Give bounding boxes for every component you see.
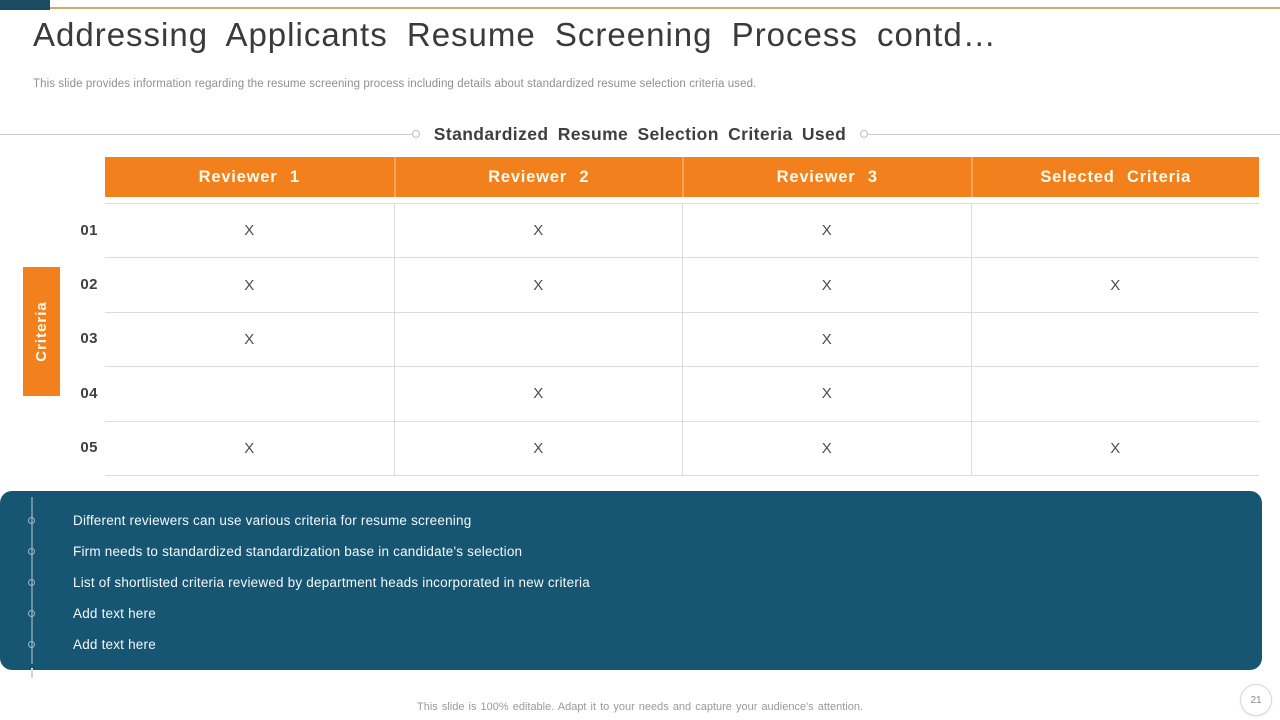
bullet-ring-icon (28, 641, 35, 648)
table-cell: X (682, 258, 971, 312)
table-cell: X (394, 367, 683, 421)
divider-line-right (868, 134, 1280, 135)
table-cell (971, 313, 1260, 367)
table-cell (971, 204, 1260, 258)
table-header-reviewer-2: Reviewer 2 (394, 157, 683, 197)
notes-bullet-item (28, 629, 1240, 660)
bullet-text: Add text here (73, 637, 156, 652)
notes-bullet-item (28, 505, 1240, 536)
table-row-label: 03 (80, 330, 98, 348)
bullet-ring-icon (28, 610, 35, 617)
table-cell (971, 367, 1260, 421)
table-cell: X (682, 313, 971, 367)
table-row-label: 05 (80, 439, 98, 457)
bullet-ring-icon (28, 548, 35, 555)
table-cell: X (394, 258, 683, 312)
notes-bullet-item (28, 536, 1240, 567)
bullet-ring-icon (28, 517, 35, 524)
table-cell: X (971, 422, 1260, 476)
table-cell: X (105, 204, 394, 258)
table-row-label: 01 (80, 221, 98, 239)
bullet-text: Different reviewers can use various criteria for resume screening (73, 513, 472, 528)
bullet-text: List of shortlisted criteria reviewed by department heads incorporated in new criteria (73, 575, 590, 590)
divider-ring-right-icon (860, 130, 868, 138)
table-cell: X (394, 204, 683, 258)
criteria-side-tab (23, 267, 60, 396)
slide-subtitle: This slide provides information regarding the resume screening process including details about standardized resume selection criteria used. (33, 78, 757, 90)
table-header-selected-criteria: Selected Criteria (971, 157, 1260, 197)
table-header-row (105, 157, 1259, 197)
table-row-labels (68, 203, 98, 475)
bullet-text: Firm needs to standardized standardization base in candidate's selection (73, 544, 523, 559)
table-cell: X (105, 313, 394, 367)
notes-bullet-item (28, 598, 1240, 629)
table-cell (105, 367, 394, 421)
table-cell (394, 313, 683, 367)
bullet-ring-icon (28, 579, 35, 586)
table-row-label: 02 (80, 276, 98, 294)
footer-note: This slide is 100% editable. Adapt it to your needs and capture your audience's attention. (417, 701, 863, 713)
table-header-reviewer-3: Reviewer 3 (682, 157, 971, 197)
table-cell: X (682, 204, 971, 258)
table-cell: X (682, 367, 971, 421)
notes-bullet-list (28, 505, 1240, 660)
notes-vertical-line-tail (31, 668, 33, 678)
table-row-label: 04 (80, 384, 98, 402)
page-number-badge (1240, 684, 1272, 716)
table-cell: X (971, 258, 1260, 312)
table-cell: X (682, 422, 971, 476)
slide-title: Addressing Applicants Resume Screening Process contd… (33, 16, 997, 53)
divider-line-left (0, 134, 412, 135)
section-heading: Standardized Resume Selection Criteria Used (433, 123, 847, 144)
page-number: 21 (1250, 694, 1262, 706)
table-cell: X (105, 422, 394, 476)
table-header-reviewer-1: Reviewer 1 (198, 167, 300, 186)
divider-ring-left-icon (412, 130, 420, 138)
top-left-accent-bar (0, 0, 50, 10)
criteria-side-label: Criteria (33, 301, 50, 362)
top-gold-line (0, 7, 1280, 9)
table-cell: X (394, 422, 683, 476)
section-divider (0, 121, 1280, 147)
table-body (105, 203, 1259, 476)
bullet-text: Add text here (73, 606, 156, 621)
notes-bullet-item (28, 567, 1240, 598)
table-cell: X (105, 258, 394, 312)
